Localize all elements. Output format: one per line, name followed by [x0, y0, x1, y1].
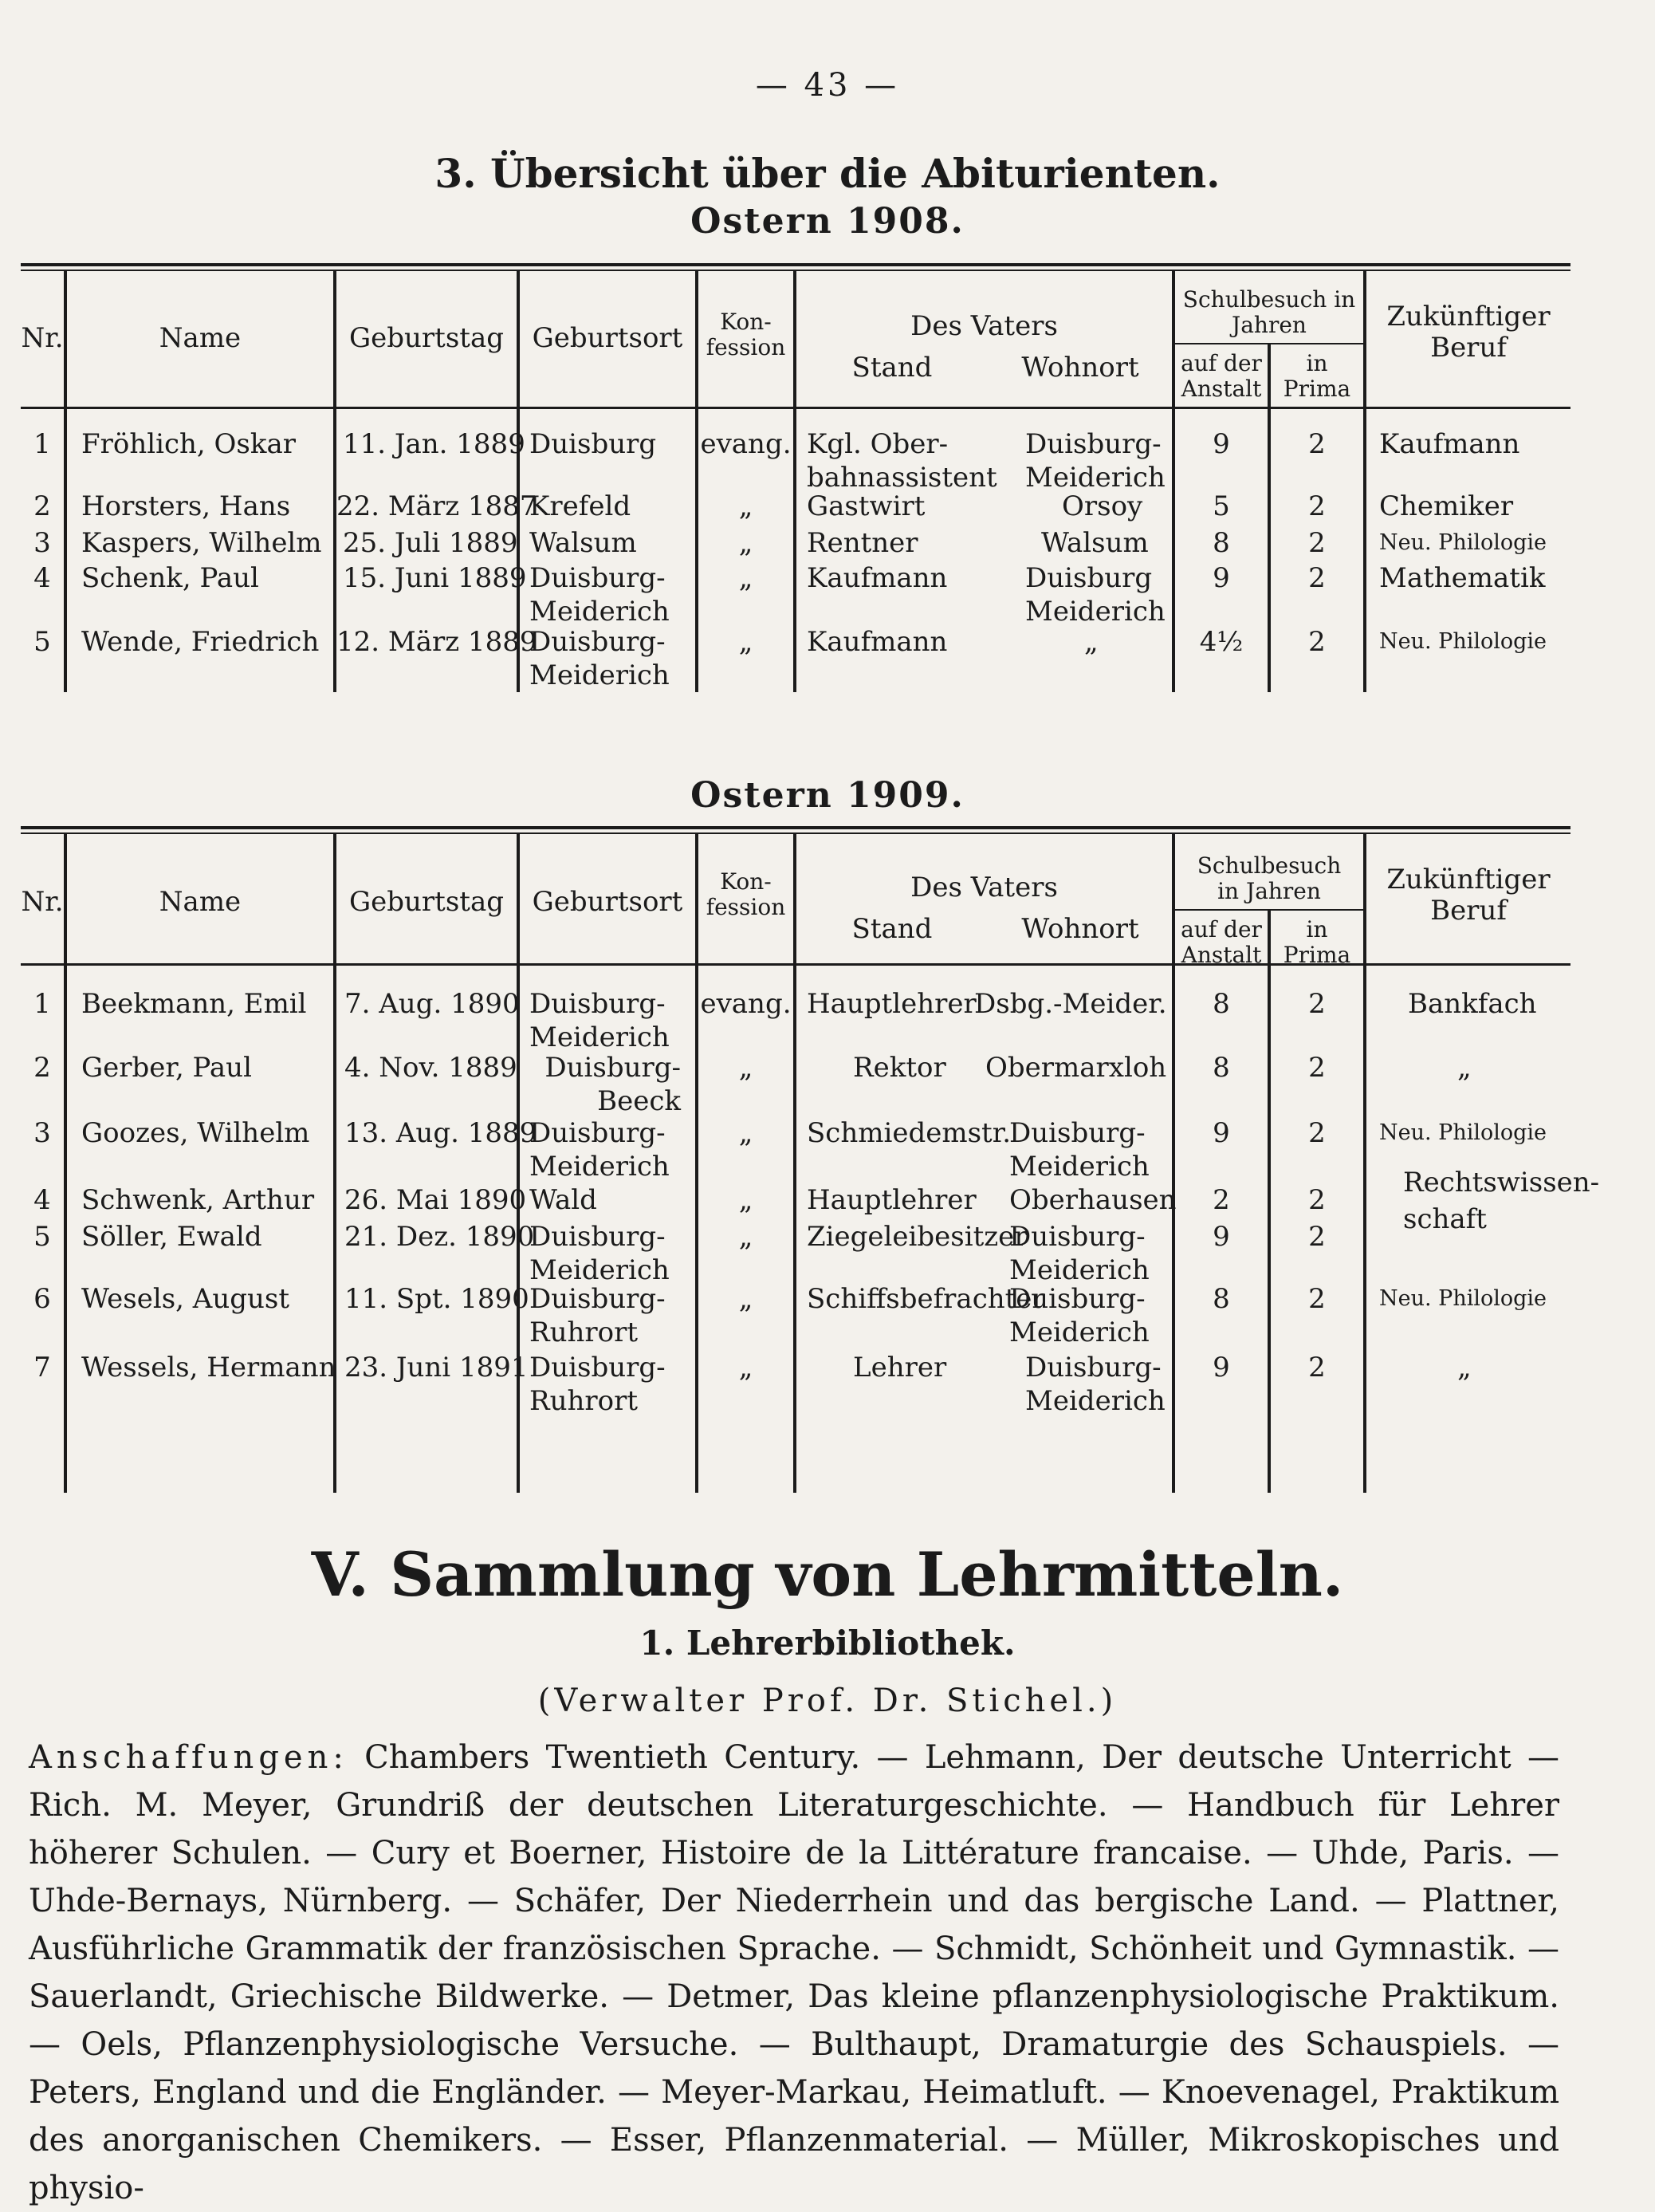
header-geburtstag: Geburtstag	[348, 322, 504, 354]
header-subrule	[1172, 909, 1363, 911]
cell-beruf: Bankfach	[1408, 988, 1537, 1020]
cell-geburtsort: Duisburg- Beeck	[544, 1052, 681, 1117]
header-konfession: Kon- fession	[706, 309, 786, 361]
cell-name: Schenk, Paul	[81, 562, 259, 594]
cell-beruf: „	[1457, 1052, 1472, 1084]
cell-geburtsort: Duisburg- Meiderich	[529, 988, 670, 1053]
cell-name: Söller, Ewald	[81, 1221, 262, 1253]
cell-geburtsort: Wald	[529, 1184, 597, 1216]
cell-geburtsort: Duisburg	[529, 428, 657, 460]
cell-geburtstag: 15. Juni 1889	[343, 562, 527, 594]
cell-prima: 2	[1308, 527, 1326, 559]
cell-nr: 4	[33, 562, 51, 594]
cell-wohnort: Dsbg.-Meider.	[974, 988, 1167, 1020]
header-geburtsort: Geburtsort	[532, 886, 683, 918]
cell-anstalt: 9	[1213, 562, 1230, 594]
chapter-title: V. Sammlung von Lehrmitteln.	[311, 1539, 1344, 1610]
cell-geburtsort: Duisburg- Ruhrort	[529, 1283, 666, 1348]
header-name: Name	[159, 322, 242, 354]
cell-nr: 5	[33, 626, 51, 658]
cell-nr: 7	[33, 1352, 51, 1383]
cell-geburtsort: Duisburg- Meiderich	[529, 562, 670, 628]
cell-anstalt: 2	[1213, 1184, 1230, 1216]
cell-beruf: Chemiker	[1379, 490, 1514, 522]
acquisitions-text: Chambers Twentieth Century. — Lehmann, Der deutsche Unterricht — Rich. M. Meyer, Grundriß der deutschen Literaturgeschichte. — Handbuch für Lehrer höherer Schulen. — Cury et Boerner, Histoire de la Littérature francaise. — Uhde, Paris. — Uhde-Bernays, Nürnberg. — Schäfer, Der Niederrhein und das bergische Land. — Plattner, Ausführliche Grammatik der französischen Sprache. — Schmidt, Schönheit und Gymnastik. — Sauerlandt, Griechische Bildwerke. — Detmer, Das kleine pflanzenphysiologische Praktikum. — Oels, Pflanzenphysiologische Versuche. — Bulthaupt, Dramaturgie des Schauspiels. — Peters, England und die Engländer. — Meyer-Markau, Heimatluft. — Knoevenagel, Praktikum des anorganischen Chemikers. — Esser, Pflanzenmaterial. — Müller, Mikroskopisches und physio-	[29, 1739, 1559, 2206]
cell-nr: 2	[33, 1052, 51, 1084]
header-des-vaters: Des Vaters	[910, 872, 1058, 903]
cell-wohnort: „	[1084, 626, 1099, 658]
cell-konfession: evang.	[700, 428, 792, 460]
acquisitions-lead: Anschaffungen:	[29, 1739, 348, 1776]
cell-anstalt: 9	[1213, 1117, 1230, 1149]
cell-name: Goozes, Wilhelm	[81, 1117, 310, 1149]
header-beruf: Zukünftiger Beruf	[1386, 864, 1551, 927]
cell-stand: Schiffsbefrachter	[807, 1283, 1045, 1315]
table-1908-year: Ostern 1908.	[690, 201, 965, 242]
cell-geburtstag: 4. Nov. 1889	[344, 1052, 517, 1084]
header-subrule	[1172, 343, 1363, 344]
cell-prima: 2	[1308, 1117, 1326, 1149]
section-title: 3. Übersicht über die Abiturienten.	[434, 150, 1221, 197]
cell-nr: 3	[33, 527, 51, 559]
cell-anstalt: 8	[1213, 1283, 1230, 1315]
header-auf-der-anstalt: auf der Anstalt	[1181, 916, 1262, 969]
cell-stand: Hauptlehrer	[807, 988, 977, 1020]
cell-beruf: Neu. Philologie	[1379, 530, 1547, 555]
header-name: Name	[159, 886, 242, 918]
cell-beruf: Kaufmann	[1379, 428, 1520, 460]
cell-konfession: „	[738, 490, 753, 522]
cell-beruf: Neu. Philologie	[1379, 1286, 1547, 1311]
header-schulbesuch: Schulbesuch in Jahren	[1197, 852, 1342, 905]
cell-wohnort: Duisburg Meiderich	[1025, 562, 1166, 628]
cell-geburtstag: 22. März 1887	[336, 490, 537, 522]
cell-name: Schwenk, Arthur	[81, 1184, 315, 1216]
cell-name: Wessels, Hermann	[81, 1352, 336, 1383]
cell-beruf: Rechtswissen- schaft	[1403, 1167, 1600, 1235]
cell-stand: Kgl. Ober- bahnassistent	[807, 428, 997, 494]
cell-nr: 5	[33, 1221, 51, 1253]
header-konfession: Kon- fession	[706, 868, 786, 921]
cell-konfession: „	[738, 1117, 753, 1149]
cell-wohnort: Oberhausen	[1009, 1184, 1177, 1216]
header-in-prima: in Prima	[1283, 916, 1351, 969]
cell-geburtstag: 26. Mai 1890	[344, 1184, 527, 1216]
header-geburtsort: Geburtsort	[532, 322, 683, 354]
cell-wohnort: Duisburg- Meiderich	[1009, 1117, 1150, 1183]
cell-name: Gerber, Paul	[81, 1052, 252, 1084]
cell-geburtsort: Walsum	[529, 527, 637, 559]
table-1909-year: Ostern 1909.	[690, 775, 965, 816]
cell-geburtstag: 25. Juli 1889	[343, 527, 518, 559]
header-wohnort: Wohnort	[1021, 352, 1139, 384]
cell-geburtsort: Krefeld	[529, 490, 631, 522]
cell-anstalt: 9	[1213, 428, 1230, 460]
cell-geburtstag: 13. Aug. 1889	[344, 1117, 537, 1149]
cell-stand: Lehrer	[853, 1352, 947, 1383]
cell-wohnort: Orsoy	[1062, 490, 1143, 522]
cell-wohnort: Duisburg- Meiderich	[1009, 1221, 1150, 1286]
cell-geburtstag: 23. Juni 1891	[344, 1352, 529, 1383]
cell-konfession: „	[738, 1352, 753, 1383]
column-divider	[517, 832, 520, 1493]
cell-anstalt: 9	[1213, 1221, 1230, 1253]
cell-geburtsort: Duisburg- Ruhrort	[529, 1352, 666, 1417]
cell-name: Kaspers, Wilhelm	[81, 527, 322, 559]
cell-stand: Gastwirt	[807, 490, 926, 522]
cell-anstalt: 5	[1213, 490, 1230, 522]
table-top-rule	[21, 826, 1570, 829]
cell-prima: 2	[1308, 1221, 1326, 1253]
cell-nr: 1	[33, 428, 51, 460]
header-nr: Nr.	[21, 886, 64, 918]
cell-anstalt: 8	[1213, 988, 1230, 1020]
cell-prima: 2	[1308, 1184, 1326, 1216]
cell-konfession: „	[738, 1221, 753, 1253]
cell-stand: Rektor	[853, 1052, 946, 1084]
cell-name: Horsters, Hans	[81, 490, 291, 522]
cell-wohnort: Obermarxloh	[985, 1052, 1167, 1084]
cell-beruf: Neu. Philologie	[1379, 1120, 1547, 1145]
cell-wohnort: Duisburg- Meiderich	[1009, 1283, 1150, 1348]
header-beruf: Zukünftiger Beruf	[1386, 301, 1551, 364]
header-des-vaters: Des Vaters	[910, 310, 1058, 342]
header-nr: Nr.	[21, 322, 64, 354]
header-wohnort: Wohnort	[1021, 913, 1139, 945]
cell-anstalt: 9	[1213, 1352, 1230, 1383]
cell-anstalt: 8	[1213, 1052, 1230, 1084]
cell-name: Beekmann, Emil	[81, 988, 307, 1020]
cell-stand: Hauptlehrer	[807, 1184, 977, 1216]
cell-beruf: Mathematik	[1379, 562, 1546, 594]
cell-name: Fröhlich, Oskar	[81, 428, 296, 460]
subsection-title: 1. Lehrerbibliothek.	[639, 1624, 1016, 1663]
cell-wohnort: Duisburg- Meiderich	[1025, 428, 1166, 494]
cell-prima: 2	[1308, 1283, 1326, 1315]
cell-geburtstag: 21. Dez. 1890	[344, 1221, 535, 1253]
cell-prima: 2	[1308, 490, 1326, 522]
cell-konfession: „	[738, 527, 753, 559]
cell-name: Wende, Friedrich	[81, 626, 320, 658]
cell-konfession: „	[738, 626, 753, 658]
cell-stand: Schmiedemstr.	[807, 1117, 1012, 1149]
cell-geburtstag: 12. März 1889	[336, 626, 537, 658]
header-auf-der-anstalt: auf der Anstalt	[1181, 350, 1262, 403]
header-stand: Stand	[851, 352, 933, 384]
acquisitions-paragraph	[29, 1734, 1559, 2212]
cell-konfession: „	[738, 1052, 753, 1084]
cell-prima: 2	[1308, 988, 1326, 1020]
header-geburtstag: Geburtstag	[348, 886, 504, 918]
cell-prima: 2	[1308, 428, 1326, 460]
column-divider	[1363, 832, 1366, 1493]
column-divider	[695, 832, 698, 1493]
cell-geburtsort: Duisburg- Meiderich	[529, 1221, 670, 1286]
cell-nr: 2	[33, 490, 51, 522]
cell-konfession: „	[738, 562, 753, 594]
header-stand: Stand	[851, 913, 933, 945]
table-top-rule	[21, 263, 1570, 266]
page-number: — 43 —	[755, 67, 900, 104]
cell-prima: 2	[1308, 562, 1326, 594]
cell-geburtstag: 7. Aug. 1890	[344, 988, 520, 1020]
cell-stand: Rentner	[807, 527, 918, 559]
header-schulbesuch: Schulbesuch in Jahren	[1182, 286, 1356, 339]
cell-name: Wesels, August	[81, 1283, 290, 1315]
cell-nr: 1	[33, 988, 51, 1020]
column-divider	[64, 832, 67, 1493]
cell-geburtstag: 11. Jan. 1889	[343, 428, 525, 460]
cell-wohnort: Duisburg- Meiderich	[1025, 1352, 1166, 1417]
administrator-note: (Verwalter Prof. Dr. Stichel.)	[537, 1683, 1118, 1719]
cell-konfession: evang.	[700, 988, 792, 1020]
cell-geburtsort: Duisburg- Meiderich	[529, 626, 670, 691]
cell-stand: Kaufmann	[807, 626, 948, 658]
cell-prima: 2	[1308, 1052, 1326, 1084]
cell-konfession: „	[738, 1184, 753, 1216]
cell-stand: Ziegeleibesitzer	[807, 1221, 1028, 1253]
cell-prima: 2	[1308, 626, 1326, 658]
cell-nr: 6	[33, 1283, 51, 1315]
cell-anstalt: 8	[1213, 527, 1230, 559]
cell-konfession: „	[738, 1283, 753, 1315]
cell-geburtstag: 11. Spt. 1890	[344, 1283, 529, 1315]
cell-nr: 4	[33, 1184, 51, 1216]
cell-wohnort: Walsum	[1041, 527, 1149, 559]
cell-nr: 3	[33, 1117, 51, 1149]
cell-anstalt: 4½	[1199, 626, 1244, 658]
cell-prima: 2	[1308, 1352, 1326, 1383]
header-in-prima: in Prima	[1283, 350, 1351, 403]
cell-beruf: Neu. Philologie	[1379, 629, 1547, 654]
cell-stand: Kaufmann	[807, 562, 948, 594]
cell-beruf: „	[1457, 1352, 1472, 1383]
column-divider	[333, 832, 336, 1493]
cell-geburtsort: Duisburg- Meiderich	[529, 1117, 670, 1183]
